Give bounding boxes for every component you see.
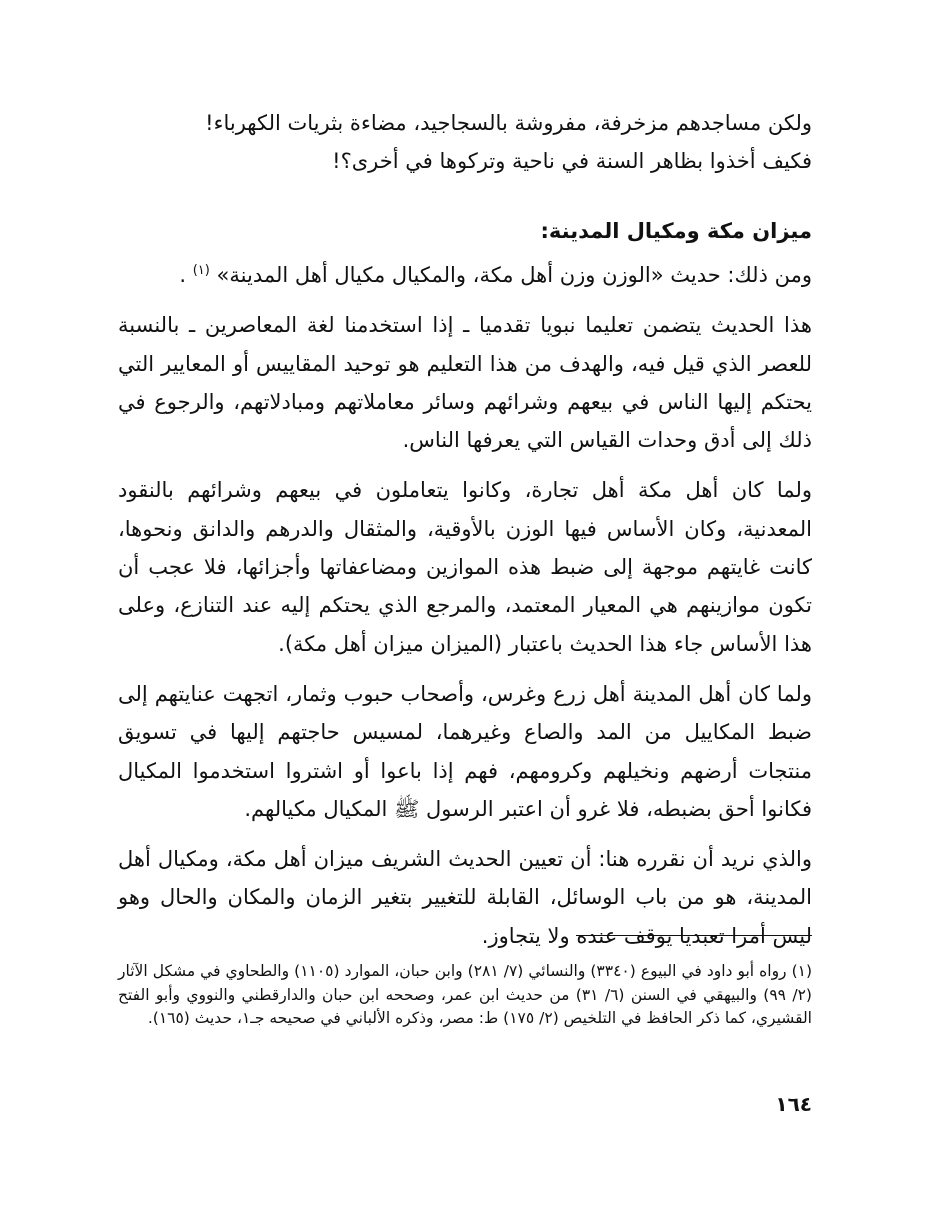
paragraph: ولما كان أهل المدينة أهل زرع وغرس، وأصحاب حبوب وثمار، اتجهت عنايتهم إلى ضبط المكاييل من المد والصاع وغيرهما، لمسيس حاجتهم إليها في تسويق منتجات أرضهم ونخيلهم وكرومهم، فهم إذا باعوا أو اشتروا استخدموا المكيال فكانوا أحق بضبطه، فلا غرو أن اعتبر الرسول ﷺ المكيال مكيالهم. (118, 681, 812, 821)
intro-line: ولكن مساجدهم مزخرفة، مفروشة بالسجاجيد، مضاءة بثريات الكهرباء! (205, 111, 812, 135)
intro-line: فكيف أخذوا بظاهر السنة في ناحية وتركوها في أخرى؟! (332, 149, 812, 174)
section-heading: ميزان مكة ومكيال المدينة: (540, 219, 812, 243)
body-text (118, 252, 812, 967)
paragraph-text: ومن ذلك: حديث «الوزن وزن أهل مكة، والمكيال مكيال أهل المدينة» (216, 263, 812, 287)
footnote: (١) رواه أبو داود في البيوع (٣٣٤٠) والنسائي (٧/ ٢٨١) وابن حبان، الموارد (١١٠٥) والطحاوي في مشكل الآثار (٢/ ٩٩) والبيهقي في السنن (٦/ ٣١) من حديث ابن عمر، وصححه ابن حبان والدارقطني والنووي وأبو الفتح القشيري، كما ذكر الحافظ في التلخيص (٢/ ١٧٥) ط: مصر، وذكره الألباني في صحيحه جـ١، حديث (١٦٥). (118, 962, 813, 1027)
paragraph: هذا الحديث يتضمن تعليما نبويا تقدميا ـ إذا استخدمنا لغة المعاصرين ـ بالنسبة للعصر الذي قيل فيه، والهدف من هذا التعليم هو توحيد المقاييس أو المعايير التي يحتكم إليها الناس في بيعهم وشرائهم وسائر معاملاتهم ومبادلاتهم، والرجوع في ذلك إلى أدق وحدات القياس التي يعرفها الناس. (118, 313, 812, 453)
paragraph (118, 252, 812, 294)
footnote-divider (576, 935, 812, 936)
paragraph: والذي نريد أن نقرره هنا: أن تعيين الحديث الشريف ميزان أهل مكة، ومكيال أهل المدينة، هو من باب الوسائل، القابلة للتغيير بتغير الزمان والمكان والحال وهو ليس أمرا تعبديا يوقف عنده ولا يتجاوز. (118, 847, 812, 948)
footnote-reference: (١) (192, 263, 210, 278)
intro-block (118, 104, 812, 181)
paragraph: ولما كان أهل مكة أهل تجارة، وكانوا يتعاملون في بيعهم وشرائهم بالنقود المعدنية، وكان الأساس فيها الوزن بالأوقية، والمثقال والدرهم والدانق ونحوها، كانت غايتهم موجهة إلى ضبط هذه الموازين ومضاعفاتها وأجزائها، فلا عجب أن تكون موازينهم هي المعيار المعتمد، والمرجع الذي يحتكم إليه عند التنازع، وعلى هذا الأساس جاء هذا الحديث باعتبار (الميزان ميزان أهل مكة). (118, 478, 812, 656)
page-number: ١٦٤ (775, 1092, 812, 1116)
paragraph-tail: . (179, 263, 187, 287)
